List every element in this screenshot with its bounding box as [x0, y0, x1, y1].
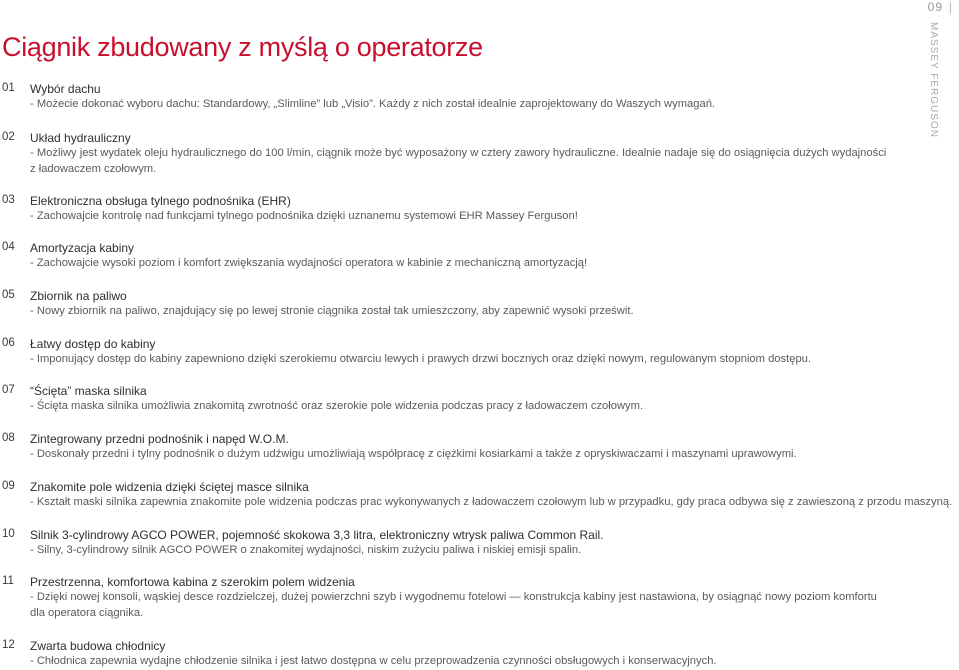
feature-number: 04: [2, 241, 15, 253]
feature-description: - Ścięta maska silnika umożliwia znakomitą zwrotność oraz szerokie pole widzenia podczas pracy z ładowaczem czołowym.: [30, 400, 644, 412]
feature-heading: Łatwy dostęp do kabiny: [30, 337, 156, 351]
feature-description: - Silny, 3-cylindrowy silnik AGCO POWER o znakomitej wydajności, niskim zużyciu paliwa i niskiej emisji spalin.: [30, 544, 582, 556]
feature-number: 06: [2, 337, 15, 349]
feature-heading: “Ścięta” maska silnika: [30, 384, 147, 398]
page-number-divider: [950, 2, 951, 14]
feature-heading: Elektroniczna obsługa tylnego podnośnika (EHR): [30, 194, 291, 208]
page-number: 09: [927, 0, 943, 14]
feature-heading: Amortyzacja kabiny: [30, 241, 135, 255]
feature-heading: Silnik 3-cylindrowy AGCO POWER, pojemność skokowa 3,3 litra, elektroniczny wtrysk paliwa Common Rail.: [30, 528, 604, 542]
feature-number: 08: [2, 432, 15, 444]
page-title: Ciągnik zbudowany z myślą o operatorze: [2, 32, 483, 62]
feature-description: - Możecie dokonać wyboru dachu: Standardowy, „Slimline” lub „Visio”. Każdy z nich został idealnie zaprojektowany do Waszych wymagań.: [30, 98, 716, 110]
feature-number: 03: [2, 194, 15, 206]
feature-number: 09: [2, 480, 15, 492]
feature-number: 11: [2, 575, 14, 587]
feature-heading: Wybór dachu: [30, 82, 101, 96]
feature-heading: Zwarta budowa chłodnicy: [30, 639, 166, 653]
feature-description: - Zachowajcie kontrolę nad funkcjami tylnego podnośnika dzięki uznanemu systemowi EHR Massey Ferguson!: [30, 210, 578, 222]
feature-heading: Układ hydrauliczny: [30, 131, 131, 145]
feature-number: 07: [2, 384, 15, 396]
brand-label: MASSEY FERGUSON: [928, 22, 939, 138]
feature-heading: Zintegrowany przedni podnośnik i napęd W.O.M.: [30, 432, 289, 446]
feature-number: 01: [2, 82, 15, 94]
feature-description: - Doskonały przedni i tylny podnośnik o dużym udźwigu umożliwiają współpracę z ciężkimi kosiarkami a także z opryskiwaczami i maszynami uprawowymi.: [30, 448, 797, 460]
feature-number: 05: [2, 289, 15, 301]
feature-number: 10: [2, 528, 15, 540]
feature-heading: Przestrzenna, komfortowa kabina z szerokim polem widzenia: [30, 575, 355, 589]
feature-description: - Nowy zbiornik na paliwo, znajdujący się po lewej stronie ciągnika został tak umieszczony, aby zapewnić wysoki prześwit.: [30, 305, 634, 317]
feature-description: - Zachowajcie wysoki poziom i komfort zwiększania wydajności operatora w kabinie z mechaniczną amortyzacją!: [30, 257, 588, 269]
feature-description: - Dzięki nowej konsoli, wąskiej desce rozdzielczej, dużej powierzchni szyb i wygodnemu fotelowi — konstrukcja kabiny jest nastawiona, by osiągnąć nowy poziom komfortu dla operatora ciągnika.: [30, 591, 877, 619]
feature-number: 12: [2, 639, 15, 651]
feature-number: 02: [2, 131, 15, 143]
feature-heading: Zbiornik na paliwo: [30, 289, 127, 303]
feature-description: - Imponujący dostęp do kabiny zapewniono dzięki szerokiemu otwarciu lewych i prawych drzwi bocznych oraz dzięki nowym, regulowanym stopniom dostępu.: [30, 353, 812, 365]
feature-description: - Kształt maski silnika zapewnia znakomite pole widzenia podczas prac wykonywanych z ładowaczem czołowym lub w przypadku, gdy praca odbywa się z zawieszoną z przodu maszyną.: [30, 496, 953, 508]
feature-description: - Chłodnica zapewnia wydajne chłodzenie silnika i jest łatwo dostępna w celu przeprowadzenia czynności obsługowych i konserwacyjnych.: [30, 655, 717, 667]
feature-description: - Możliwy jest wydatek oleju hydraulicznego do 100 l/min, ciągnik może być wyposażony w cztery zawory hydrauliczne. Idealnie nadaje się do osiągnięcia dużych wydajności z ładowaczem czołowym.: [30, 147, 887, 175]
feature-heading: Znakomite pole widzenia dzięki ściętej masce silnika: [30, 480, 309, 494]
